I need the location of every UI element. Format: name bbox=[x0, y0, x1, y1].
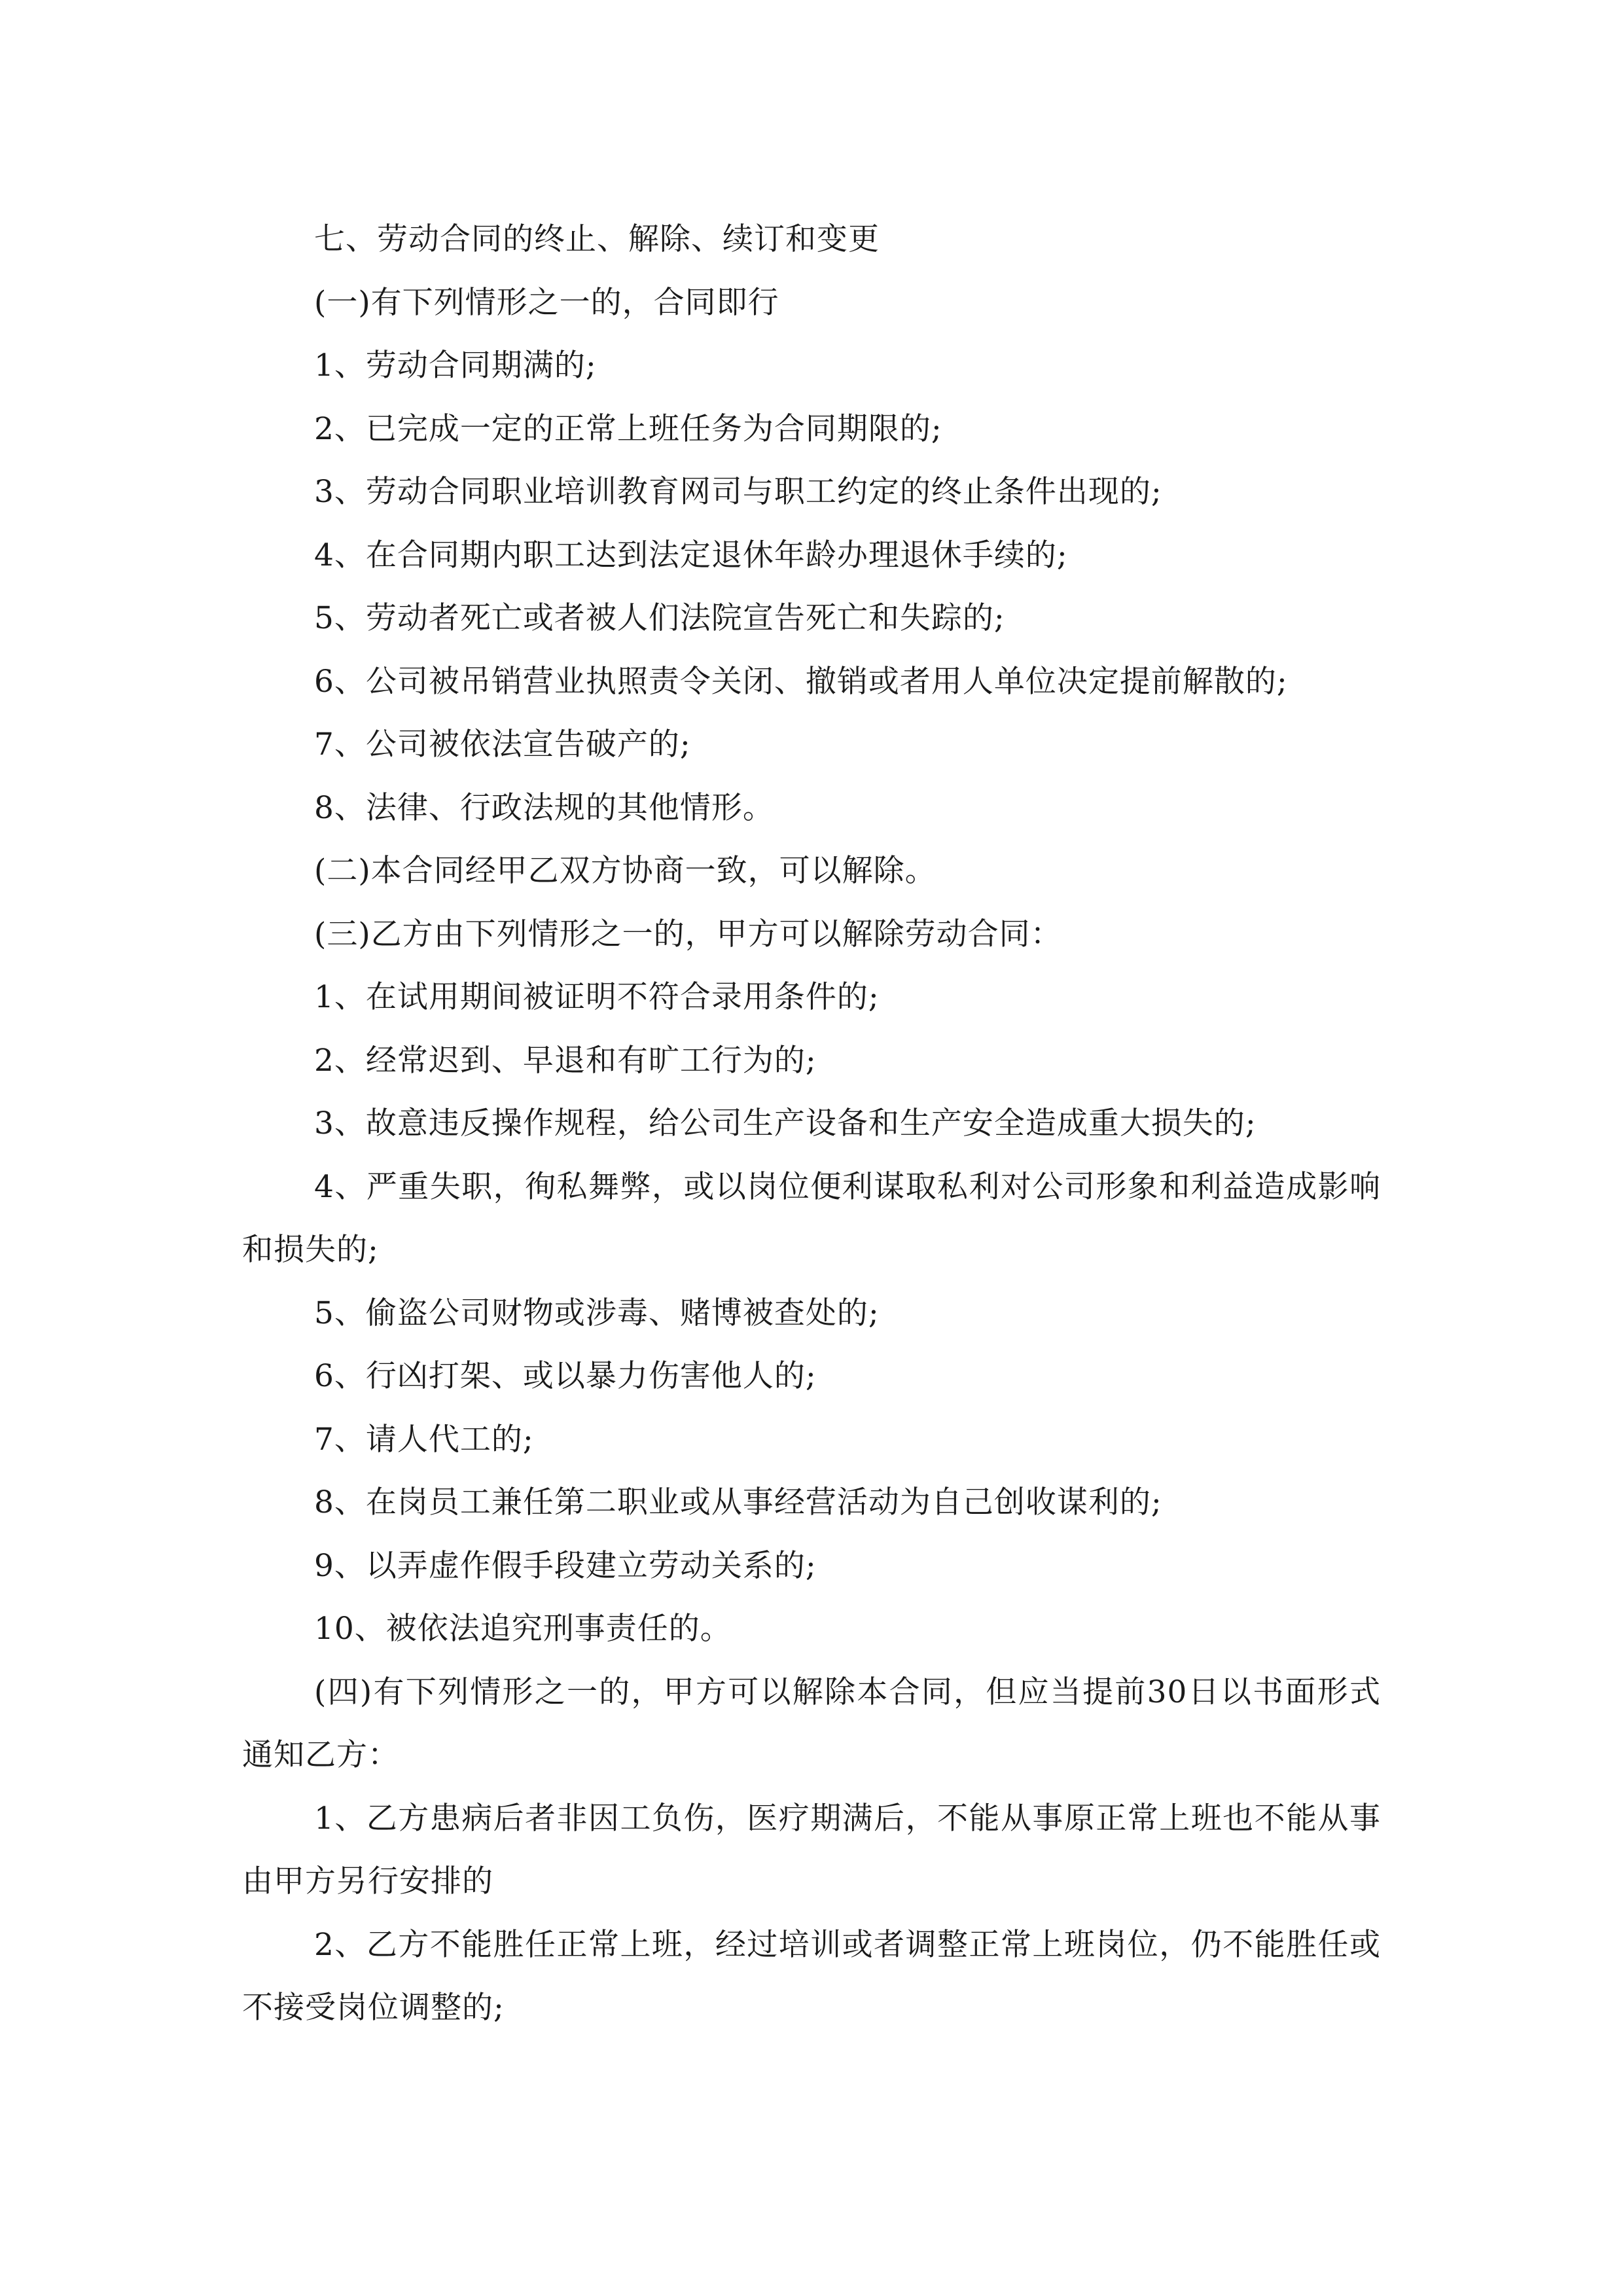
clause-3-item-1: 1、在试用期间被证明不符合录用条件的; bbox=[314, 979, 880, 1015]
clause-1-item-6: 6、公司被吊销营业执照责令关闭、撤销或者用人单位决定提前解散的; bbox=[314, 663, 1288, 700]
clause-1-item-3: 3、劳动合同职业培训教育网司与职工约定的终止条件出现的; bbox=[314, 474, 1162, 510]
clause-2: (二)本合同经甲乙双方协商一致，可以解除。 bbox=[314, 853, 936, 889]
document-body bbox=[242, 208, 1381, 2040]
clause-3-item-9: 9、以弄虚作假手段建立劳动关系的; bbox=[314, 1547, 817, 1584]
clause-1-item-1: 1、劳动合同期满的; bbox=[314, 348, 597, 384]
clause-1-item-8: 8、法律、行政法规的其他情形。 bbox=[314, 789, 774, 826]
clause-3-item-6: 6、行凶打架、或以暴力伤害他人的; bbox=[314, 1358, 817, 1394]
clause-4-item-2: 2、乙方不能胜任正常上班，经过培训或者调整正常上班岗位，仍不能胜任或不接受岗位调整的; bbox=[242, 1926, 1381, 2026]
clause-4-heading: (四)有下列情形之一的，甲方可以解除本合同，但应当提前30日以书面形式通知乙方： bbox=[242, 1674, 1381, 1773]
clause-3-item-8: 8、在岗员工兼任第二职业或从事经营活动为自己创收谋利的; bbox=[314, 1484, 1162, 1520]
clause-1-item-5: 5、劳动者死亡或者被人们法院宣告死亡和失踪的; bbox=[314, 600, 1005, 636]
clause-1-item-2: 2、已完成一定的正常上班任务为合同期限的; bbox=[314, 410, 942, 447]
clause-3-heading: (三)乙方由下列情形之一的，甲方可以解除劳动合同： bbox=[314, 916, 1062, 952]
clause-3-item-10: 10、被依法追究刑事责任的。 bbox=[314, 1611, 732, 1647]
clause-4-item-1: 1、乙方患病后者非因工负伤，医疗期满后，不能从事原正常上班也不能从事由甲方另行安排的 bbox=[242, 1800, 1381, 1899]
clause-1-item-4: 4、在合同期内职工达到法定退休年龄办理退休手续的; bbox=[314, 537, 1068, 573]
clause-1-heading: (一)有下列情形之一的，合同即行 bbox=[314, 284, 779, 321]
clause-3-item-4: 4、严重失职，徇私舞弊，或以岗位便利谋取私利对公司形象和利益造成影响和损失的; bbox=[242, 1168, 1381, 1268]
clause-3-item-2: 2、经常迟到、早退和有旷工行为的; bbox=[314, 1042, 817, 1079]
clause-3-item-7: 7、请人代工的; bbox=[314, 1421, 534, 1458]
section-heading: 七、劳动合同的终止、解除、续订和变更 bbox=[314, 221, 880, 257]
clause-1-item-7: 7、公司被依法宣告破产的; bbox=[314, 726, 691, 762]
clause-3-item-3: 3、故意违反操作规程，给公司生产设备和生产安全造成重大损失的; bbox=[314, 1105, 1257, 1141]
clause-3-item-5: 5、偷盗公司财物或涉毒、赌博被查处的; bbox=[314, 1295, 880, 1331]
